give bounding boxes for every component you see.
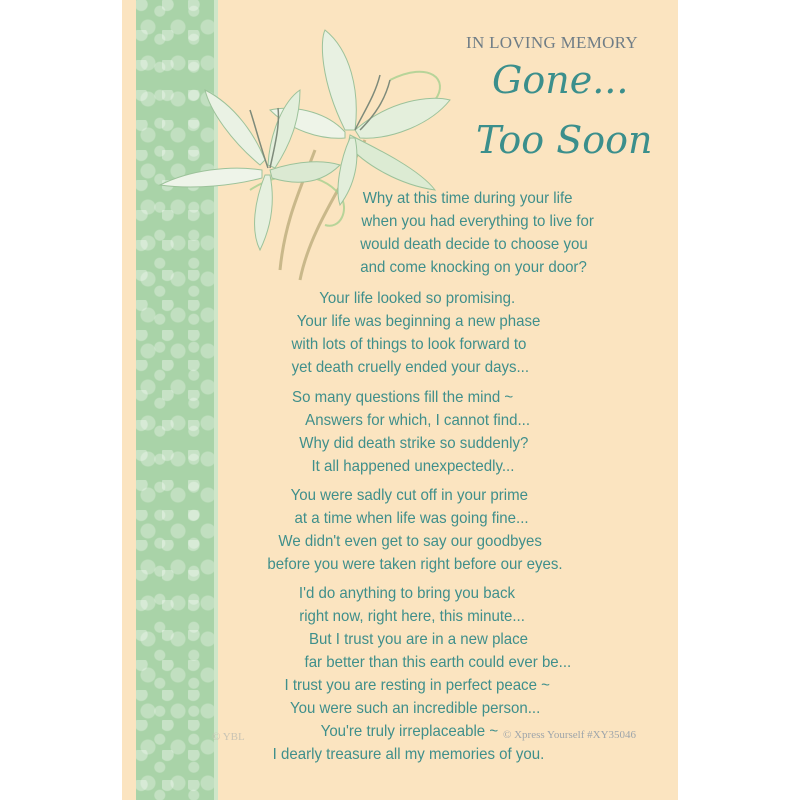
title-line-1: Gone... — [492, 58, 629, 102]
poem-line: You're truly irreplaceable ~ — [320, 723, 499, 740]
poem-line: It all happened unexpectedly... — [311, 458, 515, 475]
poem-line: Answers for which, I cannot find... — [305, 412, 531, 429]
in-loving-memory-label: IN LOVING MEMORY — [466, 33, 638, 52]
poem-line: I dearly treasure all my memories of you. — [272, 746, 545, 763]
poem-line: You were sadly cut off in your prime — [290, 487, 529, 504]
copyright-text: © Xpress Yourself #XY35046 — [503, 729, 637, 741]
poem-line: with lots of things to look forward to — [291, 336, 527, 353]
poem-line: before you were taken right before our eyes. — [267, 556, 563, 573]
poem-line: and come knocking on your door? — [360, 259, 587, 276]
title-line-2: Too Soon — [476, 118, 653, 162]
poem-line: when you had everything to live for — [361, 213, 594, 230]
artist-signature: © YBL — [212, 731, 245, 743]
poem-line: would death decide to choose you — [360, 236, 588, 253]
poem-line: yet death cruelly ended your days... — [291, 359, 530, 376]
poem-line: So many questions fill the mind ~ — [292, 389, 514, 406]
poem-line: Your life looked so promising. — [319, 290, 516, 307]
poem-line: at a time when life was going fine... — [294, 510, 529, 527]
poem-line: But I trust you are in a new place — [308, 631, 529, 648]
poem-line: I trust you are resting in perfect peace ~ — [284, 677, 550, 694]
poem-line: We didn't even get to say our goodbyes — [278, 533, 542, 550]
poem-line: Why did death strike so suddenly? — [299, 435, 529, 452]
poem-line: right now, right here, this minute... — [299, 608, 525, 625]
poem-line: You were such an incredible person... — [289, 700, 541, 717]
poem-line: Your life was beginning a new phase — [296, 313, 541, 330]
poem-line: far better than this earth could ever be... — [304, 654, 572, 671]
poem-line: I'd do anything to bring you back — [298, 585, 515, 602]
poem-line: Why at this time during your life — [362, 190, 573, 207]
